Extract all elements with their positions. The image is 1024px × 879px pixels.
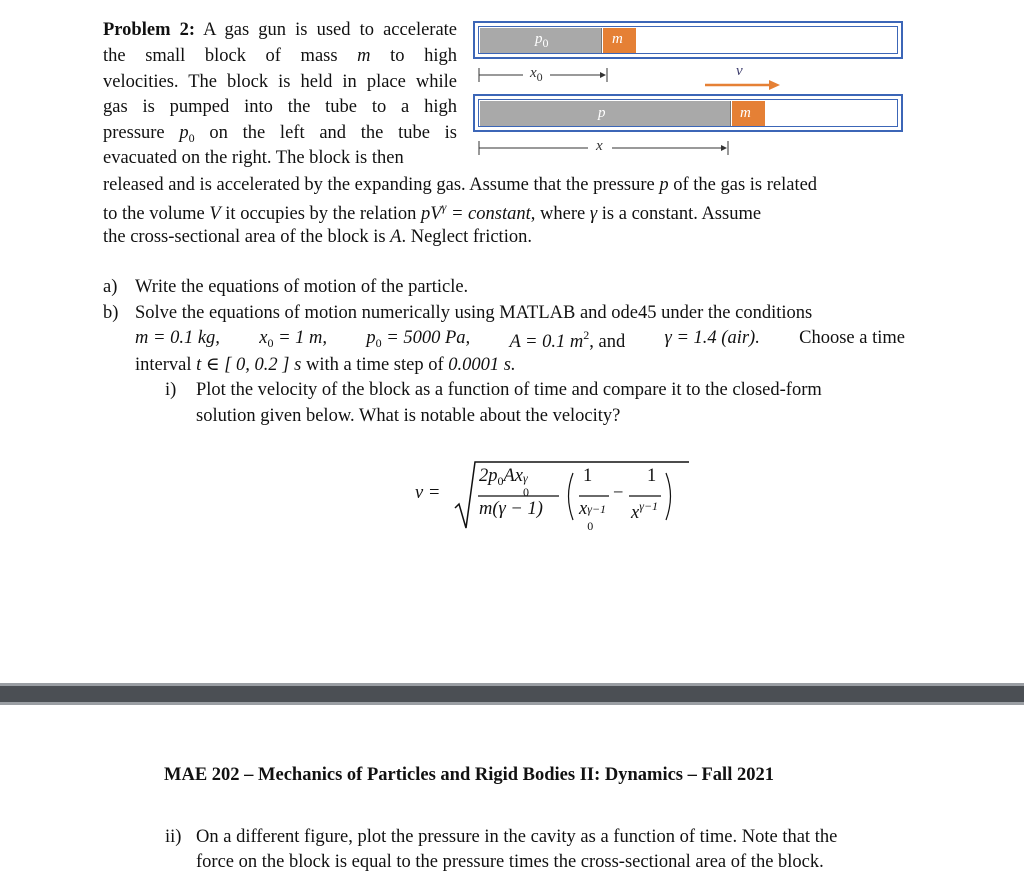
part-b-line-2: m = 0.1 kg, $x_0 = 1$ m, $p_0 = 5000$ Pa, A = 0.1 $m^2$, and γ = 1.4 (air). Choose a time bbox=[135, 328, 905, 352]
problem-line-7: released and is accelerated by the expanding gas. Assume that the pressure p of the gas is related bbox=[103, 175, 818, 195]
part-i-marker: i) bbox=[165, 380, 177, 400]
frac1-denominator: x γ−1 0 bbox=[579, 499, 607, 533]
problem-line-1: Problem 2: A gas gun is used to accelerate bbox=[103, 20, 458, 40]
top-gas-region bbox=[480, 28, 602, 53]
equation-minus: − bbox=[613, 483, 624, 503]
x0-label: $x_0$ bbox=[530, 65, 543, 84]
part-b-line-3: interval t ∈ [ 0, 0.2 ] s with a time step of 0.0001 s. bbox=[135, 355, 516, 375]
part-b-line-1: Solve the equations of motion numerically using MATLAB and ode45 under the conditions bbox=[135, 303, 813, 323]
problem-line-5: pressure $p_0$ on the left and the tube is bbox=[103, 123, 458, 145]
equation-lhs: v = bbox=[415, 483, 441, 503]
top-block-label: m bbox=[612, 31, 623, 47]
bottom-tube bbox=[473, 94, 903, 132]
velocity-arrowhead bbox=[769, 80, 780, 90]
problem-line-8: to the volume V it occupies by the relation $pV^\gamma$ = constant, where γ is a constant. Assume bbox=[103, 200, 762, 224]
problem-line-4: gas is pumped into the tube to a high bbox=[103, 97, 457, 117]
bottom-gas-region bbox=[480, 101, 731, 126]
part-ii-line-2: force on the block is equal to the pressure times the cross-sectional area of the block. bbox=[196, 852, 824, 872]
top-tube bbox=[473, 21, 903, 59]
frac1-numerator: 1 bbox=[583, 466, 593, 486]
x-label: x bbox=[596, 138, 603, 154]
frac2-numerator: 1 bbox=[647, 466, 657, 486]
problem-line-6: evacuated on the right. The block is then bbox=[103, 148, 404, 168]
bottom-block bbox=[731, 101, 765, 126]
equation-denominator: m(γ − 1) bbox=[479, 499, 543, 519]
part-i-line-2: solution given below. What is notable about the velocity? bbox=[196, 406, 621, 426]
bottom-block-label: m bbox=[740, 105, 751, 121]
right-paren bbox=[666, 473, 671, 520]
part-ii-marker: ii) bbox=[165, 827, 182, 847]
x-dimension bbox=[478, 137, 740, 159]
top-block bbox=[602, 28, 636, 53]
problem-line-9: the cross-sectional area of the block is A. Neglect friction. bbox=[103, 227, 532, 247]
velocity-label: v bbox=[736, 63, 743, 79]
part-ii-line-1: On a different figure, plot the pressure in the cavity as a function of time. Note that the bbox=[196, 827, 838, 847]
part-a-text: Write the equations of motion of the particle. bbox=[135, 277, 469, 297]
part-i-line-1: Plot the velocity of the block as a function of time and compare it to the closed-form bbox=[196, 380, 822, 400]
top-gas-label: $p_0$ bbox=[535, 31, 549, 50]
problem-line-3: velocities. The block is held in place while bbox=[103, 72, 457, 92]
frac2-denominator: $x^{\gamma-1}$ bbox=[631, 499, 659, 523]
bottom-gas-label: p bbox=[598, 105, 606, 121]
problem-line-2: the small block of mass m to high bbox=[103, 46, 457, 66]
part-a-marker: a) bbox=[103, 277, 118, 297]
page-divider bbox=[0, 686, 1024, 702]
x0-dimension bbox=[478, 64, 618, 86]
left-paren bbox=[569, 473, 574, 520]
x0-arrowhead bbox=[600, 72, 606, 78]
velocity-arrow bbox=[705, 79, 781, 91]
part-b-marker: b) bbox=[103, 303, 119, 323]
x-arrowhead bbox=[721, 145, 727, 151]
problem-title: Problem 2: bbox=[103, 20, 195, 40]
course-header: MAE 202 – Mechanics of Particles and Rigid Bodies II: Dynamics – Fall 2021 bbox=[164, 765, 774, 785]
equation-numerator: $2p_0Ax$ γ 0 bbox=[479, 466, 530, 499]
